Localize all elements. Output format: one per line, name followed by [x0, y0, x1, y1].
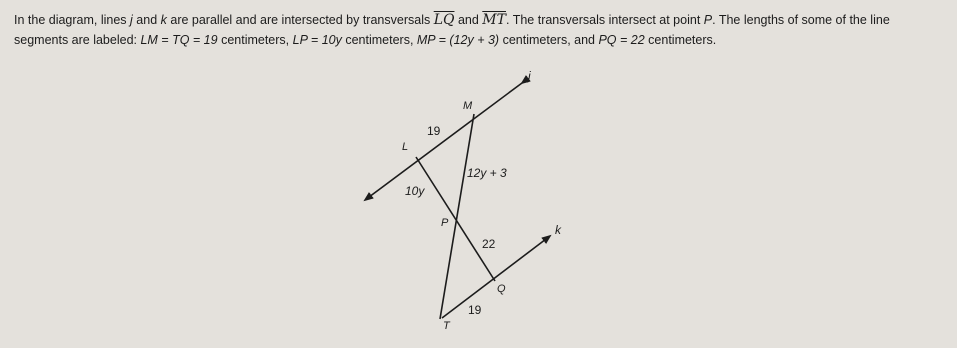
point-label-q: Q — [497, 283, 506, 295]
equation-mp: MP = (12y + 3) — [416, 33, 500, 47]
text-segment: . The lengths of some of the line segments are labeled: — [14, 13, 890, 47]
line-label-k: k — [555, 223, 561, 237]
line-k-ref: k — [160, 13, 167, 27]
point-label-l: L — [402, 141, 409, 153]
segment-label-lp: 10y — [405, 184, 425, 198]
text-segment: centimeters. — [644, 33, 717, 47]
text-segment: and — [454, 13, 483, 27]
text-segment: and — [132, 13, 161, 27]
line-j — [365, 83, 522, 200]
text-segment: centimeters, and — [499, 33, 599, 47]
text-segment: centimeters, — [217, 33, 293, 47]
equation-lp: LP = 10y — [292, 33, 342, 47]
text-segment: . The transversals intersect at point — [505, 13, 704, 27]
line-label-j: j — [528, 69, 531, 83]
segment-mt-ref: $\overline{MT}$ — [482, 12, 506, 28]
segment-label-mp: 12y + 3 — [467, 166, 507, 180]
segment-label-qt: 19 — [468, 303, 482, 317]
line-k — [442, 236, 550, 318]
equation-pq: PQ = 22 — [598, 33, 645, 47]
text-segment: In the diagram, lines — [14, 13, 131, 27]
point-p-ref: P — [703, 13, 713, 27]
point-label-t: T — [443, 320, 450, 332]
segment-label-pq: 22 — [482, 237, 496, 251]
text-segment: centimeters, — [341, 33, 417, 47]
point-label-m: M — [463, 100, 473, 112]
equation-lm-tq: LM = TQ = 19 — [140, 33, 218, 47]
text-segment: are parallel and are intersected by transversals — [166, 13, 434, 27]
line-j-ref: j — [130, 13, 133, 27]
segment-label-lm: 19 — [427, 124, 441, 138]
point-label-p: P — [441, 217, 449, 229]
segment-lq-ref: $\overline{LQ}$ — [433, 12, 455, 28]
